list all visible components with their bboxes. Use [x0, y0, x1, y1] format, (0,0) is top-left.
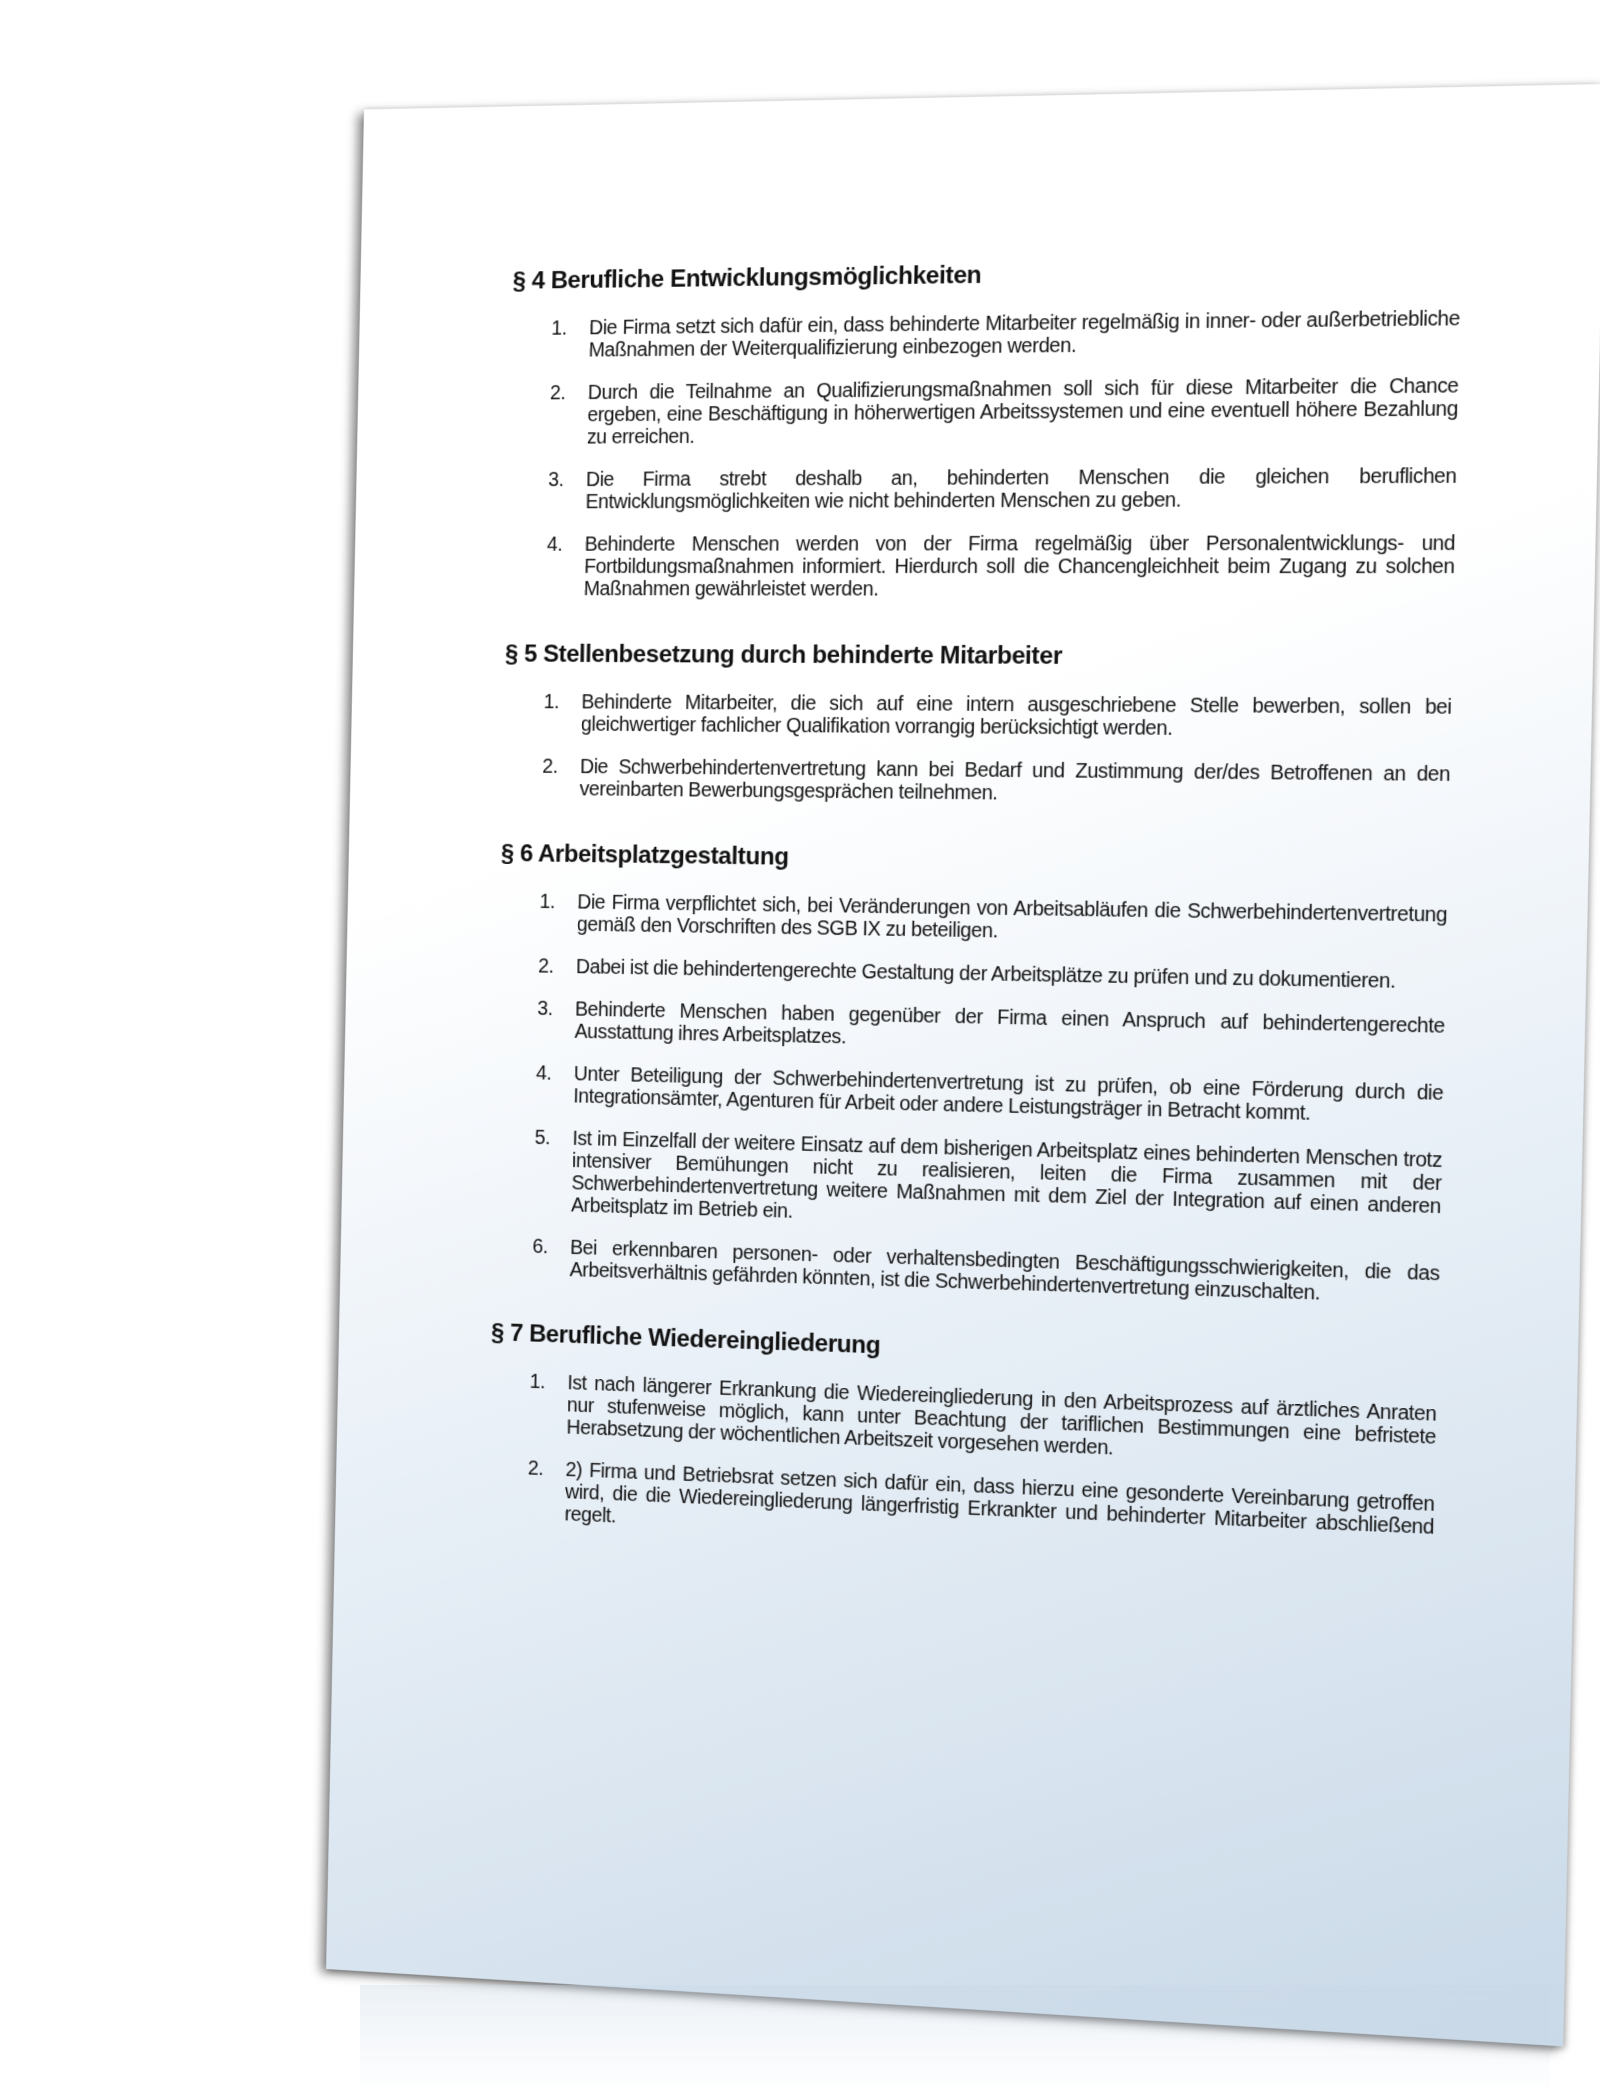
- list-item: [549, 375, 1459, 449]
- list-item-number: 1.: [539, 890, 556, 914]
- document-page: [326, 84, 1600, 2047]
- list-item: [532, 1236, 1440, 1309]
- list-item: [538, 955, 1446, 994]
- numbered-list: [502, 691, 1452, 809]
- list-item-number: 4.: [535, 1062, 552, 1085]
- section: [492, 840, 1448, 1309]
- section-heading: § 5 Stellenbesetzung durch behinderte Mitarbeiter: [504, 640, 1063, 671]
- section: [487, 1319, 1438, 1562]
- list-item-text: Die Firma verpflichtet sich, bei Veränderungen von Arbeitsabläufen die Schwerbehindertenvertretung gemäß den Vorschriften des SGB IX zu beteiligen.: [576, 891, 1448, 943]
- list-item-number: 3.: [548, 468, 564, 492]
- section: [502, 640, 1453, 809]
- list-item-text: Ist nach längerer Erkrankung die Wiedereingliederung in den Arbeitsprozess auf ärztliches Anraten nur stufenweise möglich, kann unter Beachtung der tariflichen Bestimmungen eine befristete Herabsetzung der wöchentlichen Arbeitszeit vorgesehen werden.: [566, 1371, 1437, 1460]
- document-content: [486, 255, 1461, 1604]
- numbered-list: [506, 307, 1460, 601]
- list-item-text: Dabei ist die behindertengerechte Gestaltung der Arbeitsplätze zu prüfen und zu dokumentieren.: [575, 955, 1396, 993]
- list-item-text: Durch die Teilnahme an Qualifizierungsmaßnahmen soll sich für diese Mitarbeiter die Chance ergeben, eine Beschäftigung in höherwertigen Arbeitssystemen und eine eventuell höhere Bezahlung zu erreichen.: [586, 374, 1459, 449]
- list-item: [539, 891, 1448, 950]
- list-item-number: 1.: [543, 690, 560, 714]
- list-item: [529, 1371, 1437, 1472]
- numbered-list: [492, 890, 1447, 1308]
- list-item-number: 4.: [546, 533, 563, 556]
- list-item-text: Unter Beteiligung der Schwerbehindertenvertretung ist zu prüfen, ob eine Förderung durch die Integrationsämter, Agenturen für Arbeit oder andere Leistungsträger in Betracht kommt.: [573, 1063, 1444, 1126]
- list-item-text: Die Firma strebt deshalb an, behinderten Menschen die gleichen beruflichen Entwicklungsmöglichkeiten wie nicht behinderten Menschen zu geben.: [585, 464, 1457, 514]
- list-item: [535, 1062, 1443, 1128]
- list-item: [527, 1457, 1435, 1562]
- section-heading: § 7 Berufliche Wiedereingliederung: [490, 1318, 881, 1360]
- list-item-text: Die Firma setzt sich dafür ein, dass behinderte Mitarbeiter regelmäßig in inner- oder außerbetriebliche Maßnahmen der Weiterqualifizierung einbezogen werden.: [588, 307, 1461, 362]
- list-item-number: 1.: [551, 317, 567, 340]
- list-item-text: 2) Firma und Betriebsrat setzen sich dafür ein, dass hierzu eine gesonderte Vereinbarung getroffen wird, die die Wiedereingliederung längerfristig Erkrankter und behinderter Mitarbeiter abschließend regelt.: [564, 1458, 1435, 1540]
- list-item: [548, 465, 1457, 513]
- list-item-text: Bei erkennbaren personen- oder verhaltensbedingten Beschäftigungsschwierigkeiten, die das Arbeitsverhältnis gefährden könnten, ist die Schwerbehindertenvertretung einzuschalten.: [569, 1236, 1440, 1305]
- list-item-number: 2.: [527, 1457, 544, 1481]
- list-item-text: Ist im Einzelfall der weitere Einsatz auf dem bisherigen Arbeitsplatz eines behinderten Menschen trotz intensiver Bemühungen nicht zu realisieren, leiten die Firma zusammen mit der Schwerbehindertenvertretung weitere Maßnahmen mit dem Ziel der Integration auf einen anderen Arbeitsplatz im Betrieb ein.: [570, 1127, 1443, 1223]
- section: [506, 255, 1461, 602]
- list-item: [542, 756, 1451, 810]
- list-item: [546, 532, 1456, 601]
- section-heading: § 6 Arbeitsplatzgestaltung: [500, 839, 789, 871]
- list-item-text: Behinderte Mitarbeiter, die sich auf eine intern ausgeschriebene Stelle bewerben, sollen bei gleichwertiger fachlicher Qualifikation vorrangig berücksichtigt werden.: [580, 691, 1452, 741]
- list-item-text: Die Schwerbehindertenvertretung kann bei Bedarf und Zustimmung der/des Betroffenen an den vereinbarten Bewerbungsgesprächen teilnehmen.: [579, 755, 1451, 805]
- list-item-number: 2.: [538, 955, 554, 978]
- list-item: [551, 307, 1461, 362]
- numbered-list: [487, 1369, 1437, 1562]
- list-item-number: 5.: [534, 1126, 551, 1150]
- list-item-number: 2.: [549, 382, 566, 405]
- list-item-number: 2.: [542, 755, 558, 778]
- section-heading: § 4 Berufliche Entwicklungsmöglichkeiten: [512, 261, 982, 295]
- list-item-number: 3.: [537, 997, 553, 1021]
- list-item-number: 6.: [532, 1235, 549, 1259]
- list-item-text: Behinderte Menschen werden von der Firma regelmäßig über Personalentwicklungs- und Fortbildungsmaßnahmen informiert. Hierdurch soll die Chancengleichheit beim Zugang zu solchen Maßnahmen gewährleistet werden.: [583, 532, 1456, 601]
- list-item: [533, 1127, 1442, 1242]
- list-item: [537, 998, 1445, 1061]
- list-item: [543, 691, 1452, 742]
- list-item-number: 1.: [529, 1370, 546, 1394]
- list-item-text: Behinderte Menschen haben gegenüber der Firma einen Anspruch auf behindertengerechte Ausstattung ihres Arbeitsplatzes.: [574, 998, 1446, 1049]
- page-reflection: [360, 1985, 1550, 2095]
